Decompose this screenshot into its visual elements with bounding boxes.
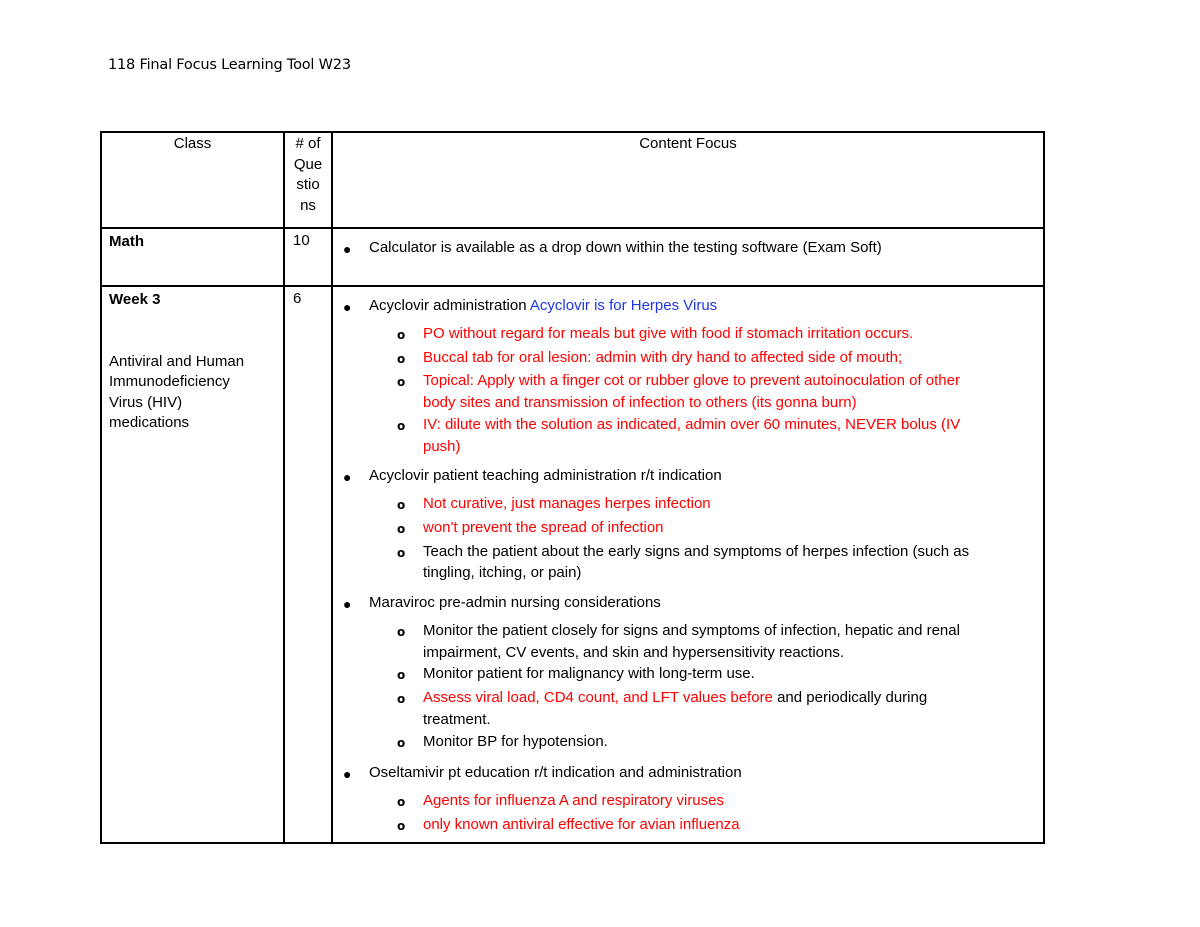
- sub-item-line: IV: dilute with the solution as indicated, admin over 60 minutes, NEVER bolus (IV: [423, 415, 961, 433]
- sub-item-text: Agents for influenza A and respiratory viruses: [423, 792, 724, 810]
- letter-o-icon: o: [397, 351, 406, 366]
- question-count: 6: [284, 286, 332, 843]
- sub-list-item: [397, 323, 1037, 347]
- list-item: [343, 295, 1037, 318]
- sub-item-text: [423, 541, 1037, 584]
- filled-circle-icon: ●: [343, 299, 352, 315]
- sub-list-item: [397, 414, 1037, 457]
- sub-item-text: [423, 370, 1037, 413]
- sub-item-text-part: and periodically during: [772, 689, 928, 707]
- list-group: [343, 592, 1037, 754]
- filled-circle-icon: ●: [343, 766, 352, 783]
- letter-o-icon: o: [397, 818, 406, 833]
- sub-item-text: PO without regard for meals but give with food if stomach irritation occurs.: [423, 325, 914, 342]
- column-header-content: Content Focus: [332, 132, 1044, 228]
- sub-item-line: impairment, CV events, and skin and hypersensitivity reactions.: [423, 643, 845, 661]
- sub-item-text: [423, 620, 1037, 663]
- class-cell: [101, 228, 284, 286]
- letter-o-icon: o: [397, 521, 406, 536]
- column-header-questions: [284, 132, 332, 228]
- sub-list-item: [397, 493, 1037, 517]
- column-header-class: Class: [101, 132, 284, 228]
- table-row-math: [101, 228, 1044, 286]
- content-cell: [332, 228, 1044, 286]
- sub-item-text: won't prevent the spread of infection: [423, 518, 664, 536]
- sub-item-line: treatment.: [423, 710, 491, 728]
- list-item: [343, 465, 1037, 488]
- sub-item-text: Monitor BP for hypotension.: [423, 732, 608, 750]
- bullet-text: Acyclovir patient teaching administration r/t indication: [369, 467, 722, 485]
- sub-list: [343, 620, 1037, 754]
- bullet-text: Oseltamivir pt education r/t indication and administration: [369, 764, 742, 782]
- filled-circle-icon: ●: [343, 241, 352, 257]
- sub-list: [343, 323, 1037, 457]
- letter-o-icon: o: [397, 692, 406, 707]
- class-cell: [101, 286, 284, 843]
- sub-list-item: [397, 541, 1037, 584]
- sub-item-line: Teach the patient about the early signs and symptoms of herpes infection (such as: [423, 542, 970, 560]
- questions-header-line: # of: [295, 135, 321, 152]
- content-cell: [332, 286, 1044, 843]
- class-name: Week 3: [109, 291, 161, 308]
- bullet-text: [369, 295, 717, 317]
- sub-list-item: [397, 687, 1037, 730]
- questions-header-line: stio: [296, 176, 320, 193]
- filled-circle-icon: ●: [343, 596, 352, 613]
- sub-list-item: [397, 517, 1037, 541]
- document-title: 118 Final Focus Learning Tool W23: [108, 57, 351, 73]
- class-name: Math: [109, 233, 144, 250]
- bullet-text-part: Acyclovir administration: [369, 297, 530, 314]
- sub-list-item: [397, 620, 1037, 663]
- filled-circle-icon: ●: [343, 469, 352, 486]
- bullet-text: Calculator is available as a drop down within the testing software (Exam Soft): [369, 239, 882, 256]
- highlight-text: Assess viral load, CD4 count, and LFT values before: [423, 689, 773, 707]
- list-item: [343, 762, 1037, 785]
- letter-o-icon: o: [397, 668, 406, 683]
- sub-item-text: [423, 687, 1037, 730]
- sub-item-text: Monitor patient for malignancy with long-term use.: [423, 665, 755, 683]
- questions-header-line: Que: [293, 155, 323, 173]
- letter-o-icon: o: [397, 498, 406, 513]
- list-group: [343, 465, 1037, 584]
- sub-list-item: [397, 347, 1037, 371]
- list-item: [343, 237, 1037, 260]
- sub-item-line: Topical: Apply with a finger cot or rubber glove to prevent autoinoculation of other: [423, 372, 960, 390]
- focus-table: [100, 131, 1045, 844]
- sub-item-line: body sites and transmission of infection to others (its gonna burn): [423, 394, 857, 412]
- list-item: [343, 592, 1037, 615]
- sub-list: [343, 790, 1037, 837]
- sub-item-line: [423, 687, 1037, 709]
- sub-list-item: [397, 663, 1037, 687]
- sub-list-item: [397, 814, 1037, 838]
- class-description-line: Antiviral and Human: [109, 352, 245, 370]
- sub-item-line: Monitor the patient closely for signs and symptoms of infection, hepatic and renal: [423, 622, 960, 640]
- letter-o-icon: o: [397, 625, 406, 640]
- letter-o-icon: o: [397, 735, 406, 750]
- question-count: 10: [284, 228, 332, 286]
- sub-list-item: [397, 790, 1037, 814]
- sub-list-item: [397, 731, 1037, 755]
- list-group: [343, 762, 1037, 837]
- questions-header-line: ns: [300, 196, 316, 214]
- sub-list: [343, 493, 1037, 584]
- class-description-line: Immunodeficiency: [109, 373, 230, 390]
- class-description-line: Virus (HIV): [109, 393, 183, 411]
- sub-item-line: tingling, itching, or pain): [423, 564, 582, 582]
- sub-item-text: only known antiviral effective for avian influenza: [423, 815, 740, 833]
- sub-item-text: Buccal tab for oral lesion: admin with dry hand to affected side of mouth;: [423, 348, 903, 366]
- bullet-text: Maraviroc pre-admin nursing considerations: [369, 594, 661, 612]
- sub-item-line: push): [423, 437, 461, 455]
- letter-o-icon: o: [397, 375, 406, 390]
- class-description-line: medications: [109, 414, 190, 431]
- sub-item-text: Not curative, just manages herpes infection: [423, 495, 711, 513]
- letter-o-icon: o: [397, 328, 406, 342]
- sub-item-text: [423, 414, 1037, 457]
- table-row-week3: [101, 286, 1044, 843]
- letter-o-icon: o: [397, 418, 406, 433]
- list-group: [343, 295, 1037, 457]
- letter-o-icon: o: [397, 795, 406, 810]
- table-header-row: [101, 132, 1044, 228]
- letter-o-icon: o: [397, 545, 406, 560]
- highlight-text: Acyclovir is for Herpes Virus: [529, 297, 718, 314]
- sub-list-item: [397, 370, 1037, 413]
